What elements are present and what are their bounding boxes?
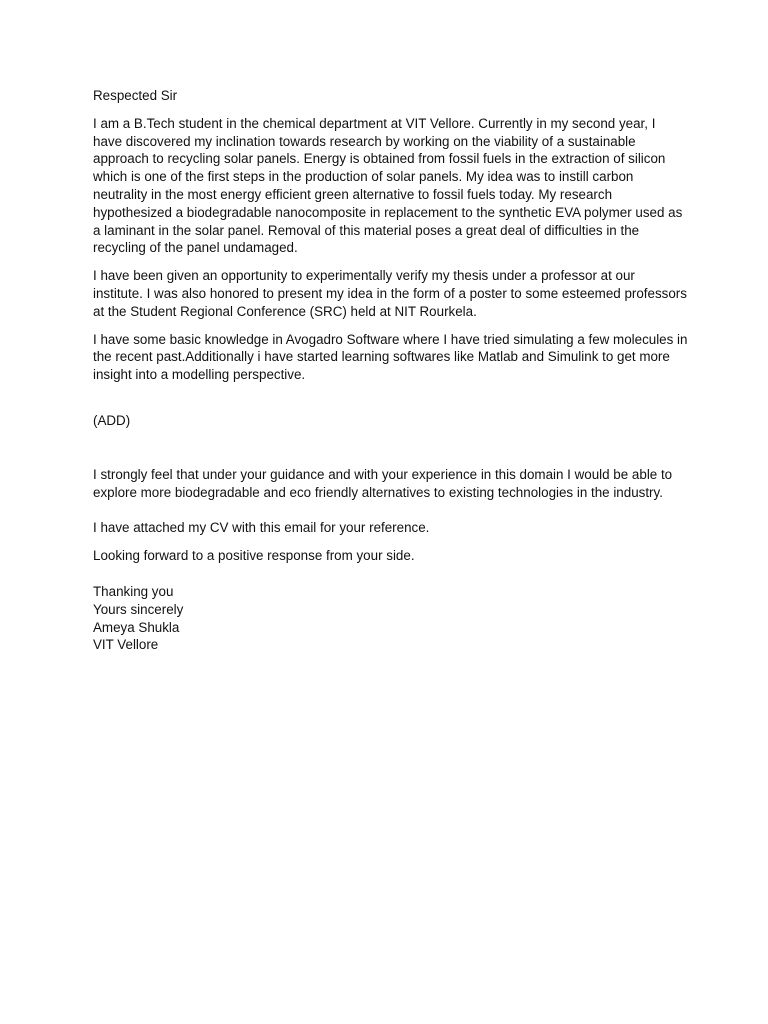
paragraph-opportunity: I have been given an opportunity to experimentally verify my thesis under a professor at our institute. I was also honored to present my idea in the form of a poster to some esteemed professors at the Student Regional Conference (SRC) held at NIT Rourkela. [93,268,687,319]
signature-institution: VIT Vellore [93,637,159,653]
closing-thanks: Thanking you [93,583,174,599]
add-placeholder: (ADD) [93,412,131,428]
paragraph-skills: I have some basic knowledge in Avogadro Software where I have tried simulating a few molecules in the recent past.Additionally i have started learning softwares like Matlab and Simulink to get more insight into a modelling perspective. [93,331,688,383]
greeting: Respected Sir [93,88,178,103]
paragraph-introduction: I am a B.Tech student in the chemical department at VIT Vellore. Currently in my second year, I have discovered my inclination towards research by working on the viability of a sustainable approach to recycling solar panels. Energy is obtained from fossil fuels in the extraction of silicon which is one of the first steps in the production of solar panels. My idea was to instill carbon neutrality in the most energy efficient green alternative to fossil fuels today. My research hypothesized a biodegradable nanocomposite in replacement to the synthetic EVA polymer used as a laminant in the solar panel. Removal of this material poses a great deal of difficulties in the recycling of the panel undamaged. [93,115,683,256]
closing-block [93,583,688,654]
closing-sign-off: Yours sincerely [93,601,184,617]
paragraph-attachment: I have attached my CV with this email for your reference. [93,520,430,536]
paragraph-looking-forward: Looking forward to a positive response from your side. [93,548,415,564]
paragraph-motivation: I strongly feel that under your guidance and with your experience in this domain I would be able to explore more biodegradable and eco friendly alternatives to existing technologies in the industry. [93,466,673,500]
signature-name: Ameya Shukla [93,619,180,635]
